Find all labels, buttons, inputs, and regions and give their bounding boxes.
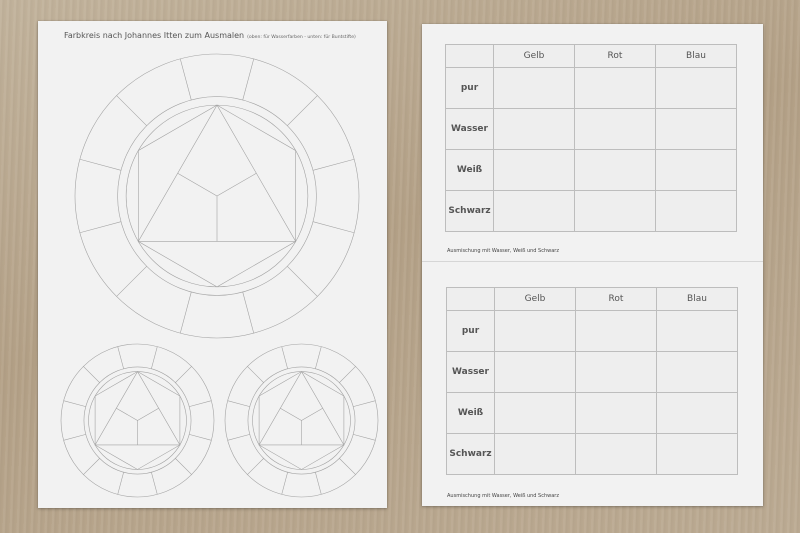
- fold-line: [422, 261, 763, 262]
- wheel-segment-divider: [80, 222, 121, 233]
- wheel-segment-divider: [282, 347, 288, 369]
- wheel-segment-divider: [117, 96, 147, 126]
- wheel-segment-divider: [118, 472, 124, 494]
- wheel-segment-divider: [175, 458, 191, 474]
- wheel-segment-divider: [228, 434, 250, 440]
- itten-color-wheel-small-right-icon: [225, 344, 378, 497]
- wheel-segment-divider: [180, 292, 191, 333]
- wheel-segment-divider: [353, 401, 375, 407]
- wheel-segment-divider: [247, 458, 263, 474]
- wheel-segment-divider: [180, 59, 191, 100]
- column-header-gelb: Gelb: [494, 45, 575, 68]
- table-cell: [656, 150, 737, 191]
- column-header-blau: Blau: [657, 288, 738, 311]
- row-header-schwarz: Schwarz: [446, 191, 494, 232]
- wheel-segment-divider: [315, 472, 321, 494]
- column-header-blau: Blau: [656, 45, 737, 68]
- table-cell: [576, 393, 657, 434]
- wheel-segment-divider: [80, 159, 121, 170]
- table-caption-top: Ausmischung mit Wasser, Weiß und Schwarz: [447, 248, 559, 254]
- wheel-segment-divider: [228, 401, 250, 407]
- mixing-table-bottom: [446, 287, 738, 475]
- wheel-segment-divider: [151, 347, 157, 369]
- wheel-segment-divider: [353, 434, 375, 440]
- wheel-segment-divider: [64, 401, 86, 407]
- row-header-pur: pur: [446, 68, 494, 109]
- column-header-gelb: Gelb: [495, 288, 576, 311]
- wheel-triangle-divider: [178, 173, 217, 196]
- wheel-segment-divider: [315, 347, 321, 369]
- table-cell: [656, 191, 737, 232]
- table-cell: [495, 393, 576, 434]
- column-header-rot: Rot: [575, 45, 656, 68]
- sheet-title: [64, 31, 356, 40]
- wheel-segment-divider: [83, 458, 99, 474]
- table-cell: [495, 352, 576, 393]
- table-cell: [494, 68, 575, 109]
- table-cell: [656, 109, 737, 150]
- wheel-segment-divider: [313, 222, 354, 233]
- sheet-title-main: Farbkreis nach Johannes Itten zum Ausmalen: [64, 31, 245, 40]
- table-cell: [494, 150, 575, 191]
- table-cell: [656, 68, 737, 109]
- wheel-segment-divider: [339, 366, 355, 382]
- wheel-triangle-divider: [217, 173, 256, 196]
- row-header-weiss: Weiß: [446, 150, 494, 191]
- table-cell: [575, 150, 656, 191]
- table-cell: [657, 311, 738, 352]
- wheel-segment-divider: [287, 266, 317, 296]
- table-cell: [494, 191, 575, 232]
- wheel-triangle-divider: [302, 408, 323, 420]
- wheel-segment-divider: [339, 458, 355, 474]
- wheel-segment-divider: [243, 292, 254, 333]
- table-cell: [494, 109, 575, 150]
- table-cell: [657, 352, 738, 393]
- table-corner-cell: [446, 45, 494, 68]
- row-header-weiss: Weiß: [447, 393, 495, 434]
- table-cell: [495, 434, 576, 475]
- wheel-segment-divider: [189, 434, 211, 440]
- itten-color-wheel-large-icon: [75, 54, 359, 338]
- wheel-segment-divider: [247, 366, 263, 382]
- table-corner-cell: [447, 288, 495, 311]
- table-cell: [576, 434, 657, 475]
- row-header-schwarz: Schwarz: [447, 434, 495, 475]
- wheel-segment-divider: [118, 347, 124, 369]
- wheel-segment-divider: [189, 401, 211, 407]
- table-caption-bottom: Ausmischung mit Wasser, Weiß und Schwarz: [447, 493, 559, 499]
- sheet-title-subtitle: (oben: für Wasserfarben - unten: für Buntstifte): [247, 35, 356, 40]
- wheel-segment-divider: [243, 59, 254, 100]
- wheel-segment-divider: [151, 472, 157, 494]
- wheel-segment-divider: [313, 159, 354, 170]
- wheel-segment-divider: [175, 366, 191, 382]
- mixing-tables-sheet: [422, 24, 763, 506]
- row-header-pur: pur: [447, 311, 495, 352]
- table-cell: [657, 434, 738, 475]
- table-cell: [657, 393, 738, 434]
- wheel-segment-divider: [64, 434, 86, 440]
- table-cell: [575, 191, 656, 232]
- wheel-triangle-divider: [280, 408, 301, 420]
- mixing-table-top: [445, 44, 737, 232]
- table-cell: [495, 311, 576, 352]
- table-cell: [575, 68, 656, 109]
- table-cell: [576, 352, 657, 393]
- wheel-triangle-divider: [138, 408, 159, 420]
- column-header-rot: Rot: [576, 288, 657, 311]
- wheel-triangle-divider: [116, 408, 137, 420]
- wheel-segment-divider: [282, 472, 288, 494]
- row-header-wasser: Wasser: [447, 352, 495, 393]
- table-cell: [575, 109, 656, 150]
- table-cell: [576, 311, 657, 352]
- color-wheel-sheet: [38, 21, 387, 508]
- wheel-segment-divider: [287, 96, 317, 126]
- itten-color-wheel-small-left-icon: [61, 344, 214, 497]
- wheel-segment-divider: [83, 366, 99, 382]
- row-header-wasser: Wasser: [446, 109, 494, 150]
- wheel-segment-divider: [117, 266, 147, 296]
